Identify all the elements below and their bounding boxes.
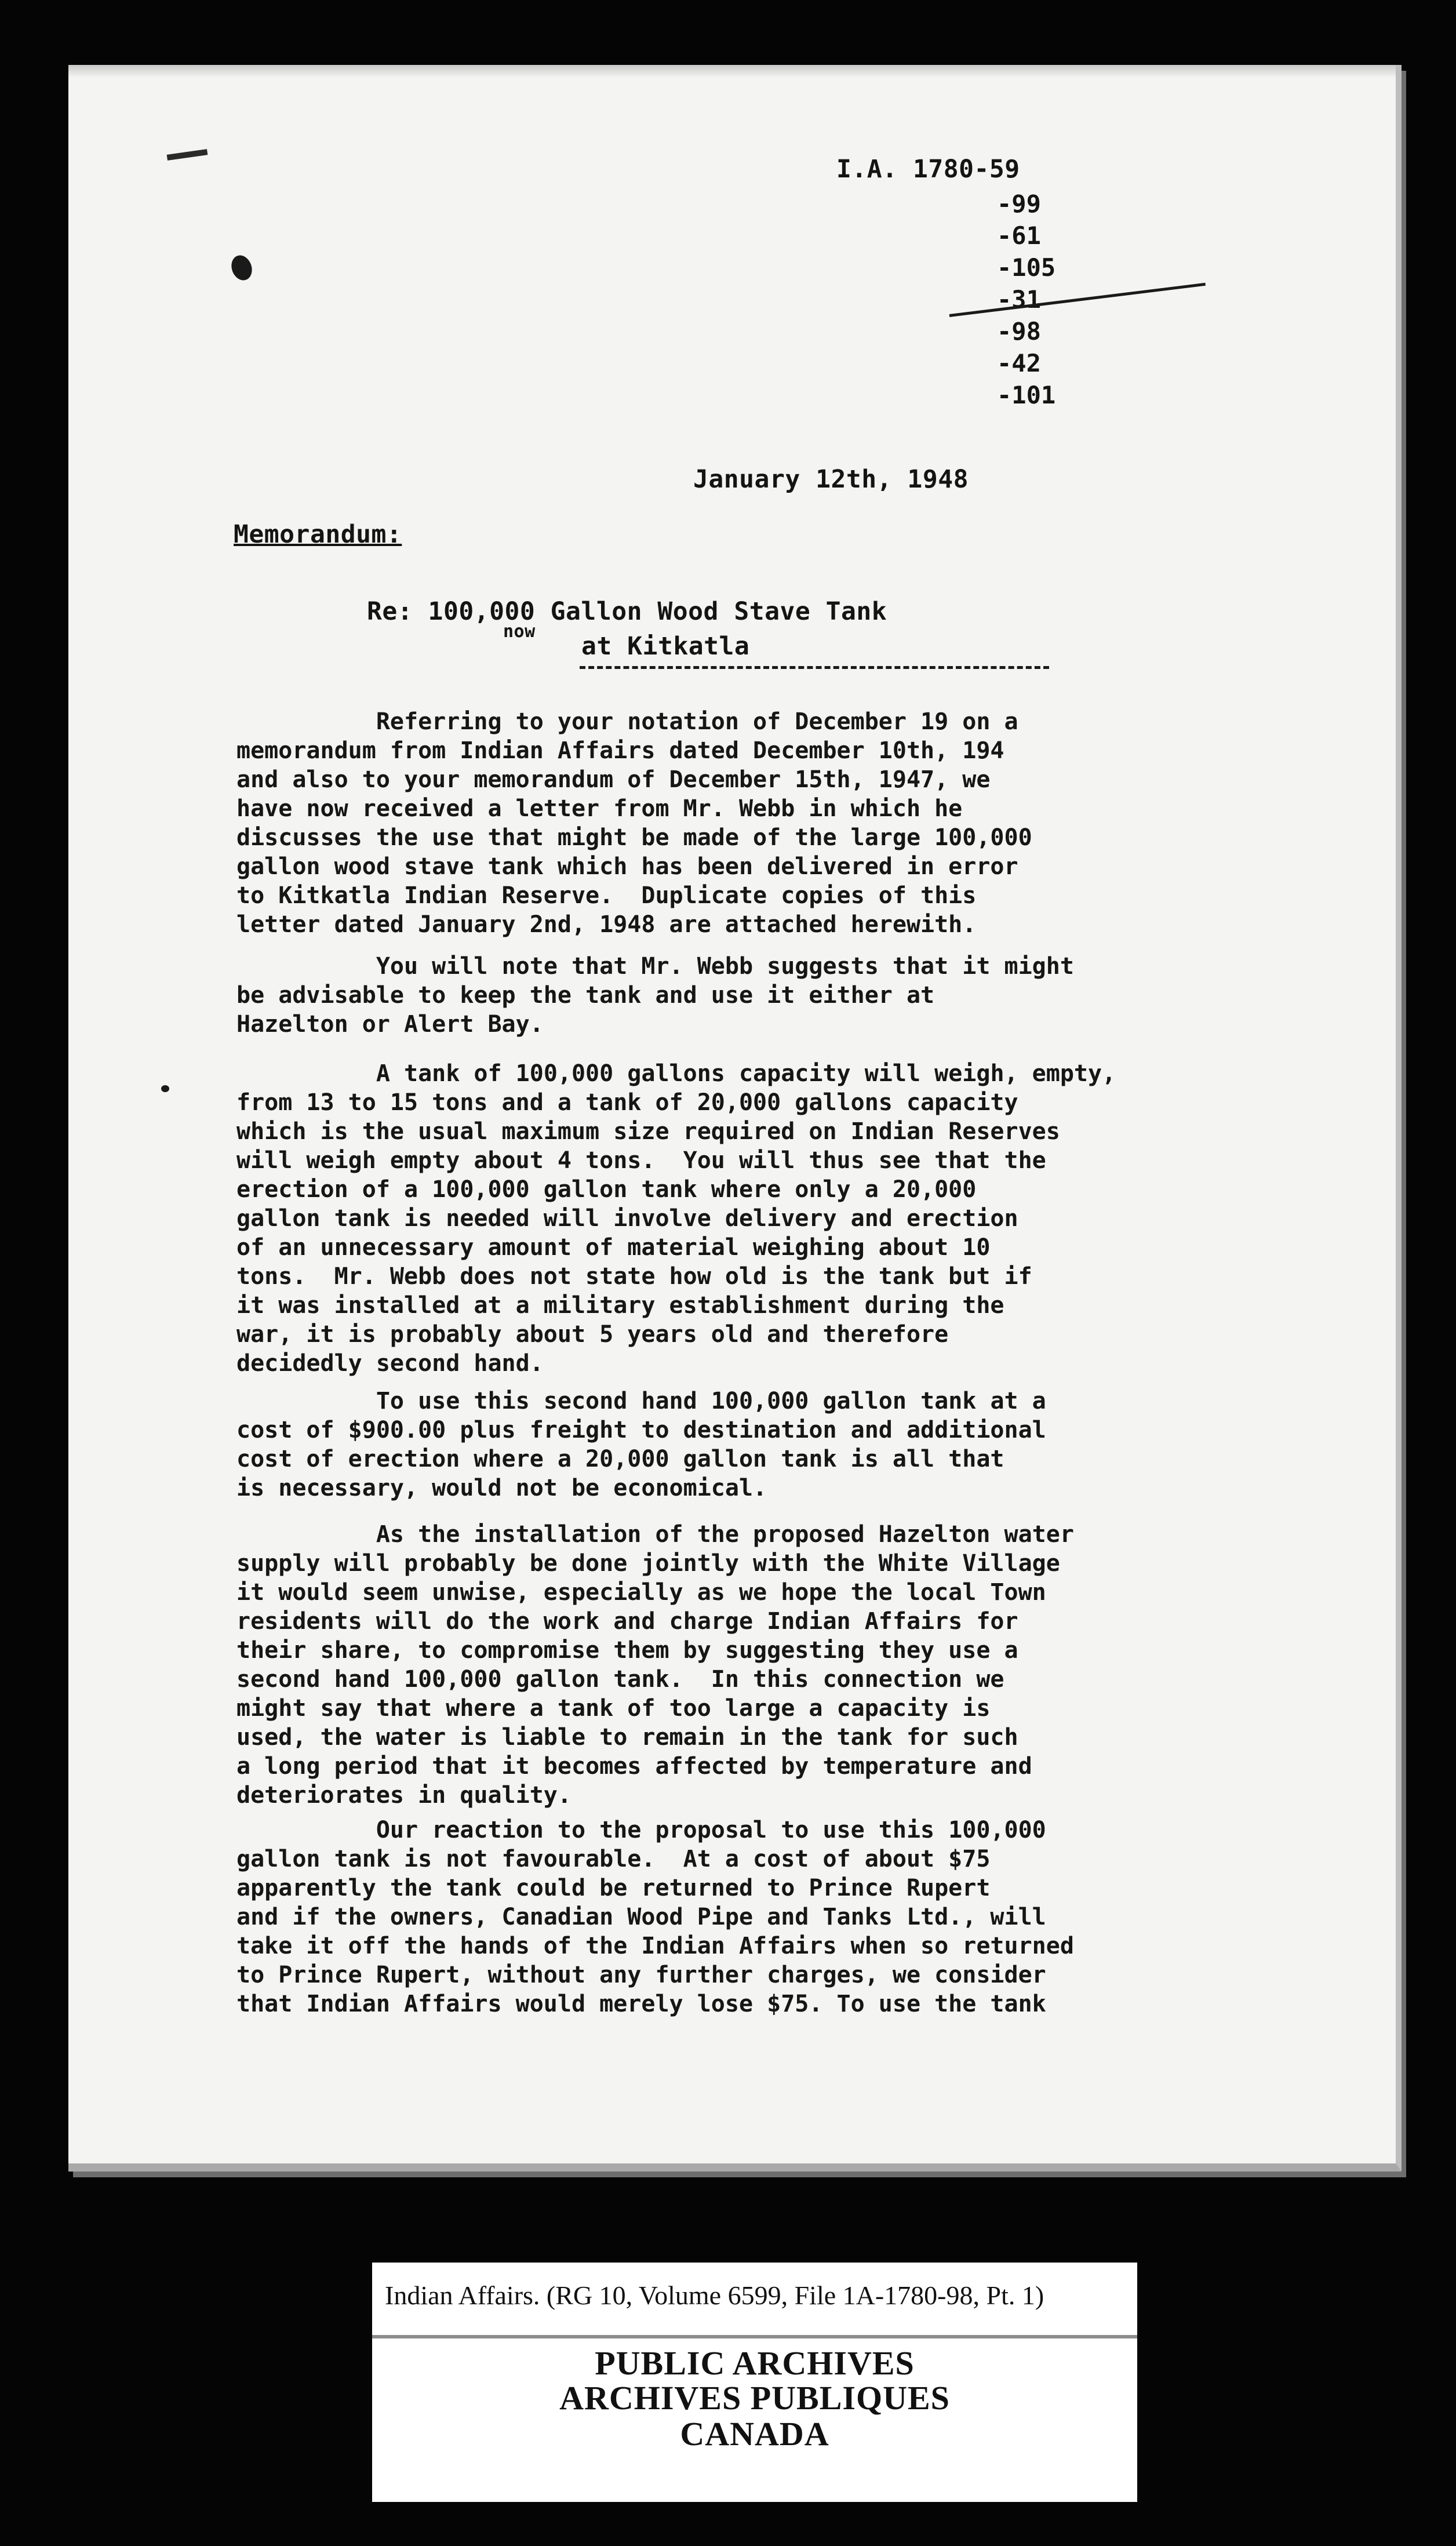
caption-reference: Indian Affairs. (RG 10, Volume 6599, File 1A-1780-98, Pt. 1) bbox=[385, 2281, 1044, 2310]
document-page bbox=[68, 65, 1402, 2172]
ink-smudge bbox=[161, 1085, 169, 1092]
subject-location: at Kitkatla bbox=[581, 632, 750, 661]
body-paragraph: You will note that Mr. Webb suggests that it might be advisable to keep the tank and use it either at Hazelton or Alert Bay. bbox=[236, 953, 1074, 1038]
archive-country: CANADA bbox=[680, 2415, 829, 2453]
file-subnumber: -31 bbox=[997, 285, 1041, 314]
file-subnumber: -98 bbox=[997, 317, 1041, 345]
body-paragraph: To use this second hand 100,000 gallon tank at a cost of $900.00 plus freight to destination and additional cost of erection where a 20,000 gallon tank is all that is necessary, would not be economical. bbox=[236, 1388, 1046, 1501]
subject-insertion: now bbox=[503, 621, 536, 642]
caption-divider bbox=[372, 2335, 1137, 2338]
file-reference: I.A. 1780-59 bbox=[836, 155, 1020, 184]
ink-smudge bbox=[228, 253, 256, 283]
archive-caption bbox=[372, 2263, 1137, 2502]
corner-mark bbox=[167, 149, 208, 161]
body-paragraph: As the installation of the proposed Hazelton water supply will probably be done jointly with the White Village it would seem unwise, especially as we hope the local Town residents will do the work and charge Indian Affairs for their share, to compromise them by suggesting they use a second hand 100,000 gallon tank. In this connection we might say that where a tank of too large a capacity is used, the water is liable to remain in the tank for such a long period that it becomes affected by temperature and deteriorates in quality. bbox=[236, 1521, 1074, 1809]
body-paragraph: Referring to your notation of December 19 on a memorandum from Indian Affairs dated December 10th, 194 and also to your memorandum of December 15th, 1947, we have now received a letter from Mr. Webb in which he discusses the use that might be made of the large 100,000 gallon wood stave tank which has been delivered in error to Kitkatla Indian Reserve. Duplicate copies of this letter dated January 2nd, 1948 are attached herewith. bbox=[236, 708, 1032, 938]
memo-heading: Memorandum: bbox=[234, 520, 402, 549]
file-subnumber: -61 bbox=[997, 221, 1041, 250]
body-paragraph: A tank of 100,000 gallons capacity will weigh, empty, from 13 to 15 tons and a tank of 20,000 gallons capacity which is the usual maximum size required on Indian Reserves will weigh empty about 4 tons. You will thus see that the erection of a 100,000 gallon tank where only a 20,000 gallon tank is needed will involve delivery and erection of an unnecessary amount of material weighing about 10 tons. Mr. Webb does not state how old is the tank but if it was installed at a military establishment during the war, it is probably about 5 years old and therefore decidedly second hand. bbox=[236, 1060, 1116, 1377]
subject-line: Re: 100,000 Gallon Wood Stave Tank bbox=[367, 597, 887, 626]
file-subnumbers bbox=[997, 188, 1055, 411]
file-subnumber: -99 bbox=[997, 190, 1041, 218]
archive-name-french: ARCHIVES PUBLIQUES bbox=[559, 2379, 950, 2417]
subject-underline bbox=[580, 666, 1049, 669]
archive-name-english: PUBLIC ARCHIVES bbox=[595, 2344, 915, 2382]
file-subnumber: -105 bbox=[997, 253, 1056, 282]
handwritten-strike-line bbox=[949, 283, 1206, 317]
memo-date: January 12th, 1948 bbox=[693, 465, 969, 494]
file-subnumber: -101 bbox=[997, 381, 1056, 409]
body-paragraph: Our reaction to the proposal to use this 100,000 gallon tank is not favourable. At a cost of about $75 apparently the tank could be returned to Prince Rupert and if the owners, Canadian Wood Pipe and Tanks Ltd., will take it off the hands of the Indian Affairs when so returned to Prince Rupert, without any further charges, we consider that Indian Affairs would merely lose $75. To use the tank bbox=[236, 1817, 1074, 2017]
file-subnumber: -42 bbox=[997, 349, 1041, 377]
page-top-edge bbox=[68, 65, 1396, 78]
